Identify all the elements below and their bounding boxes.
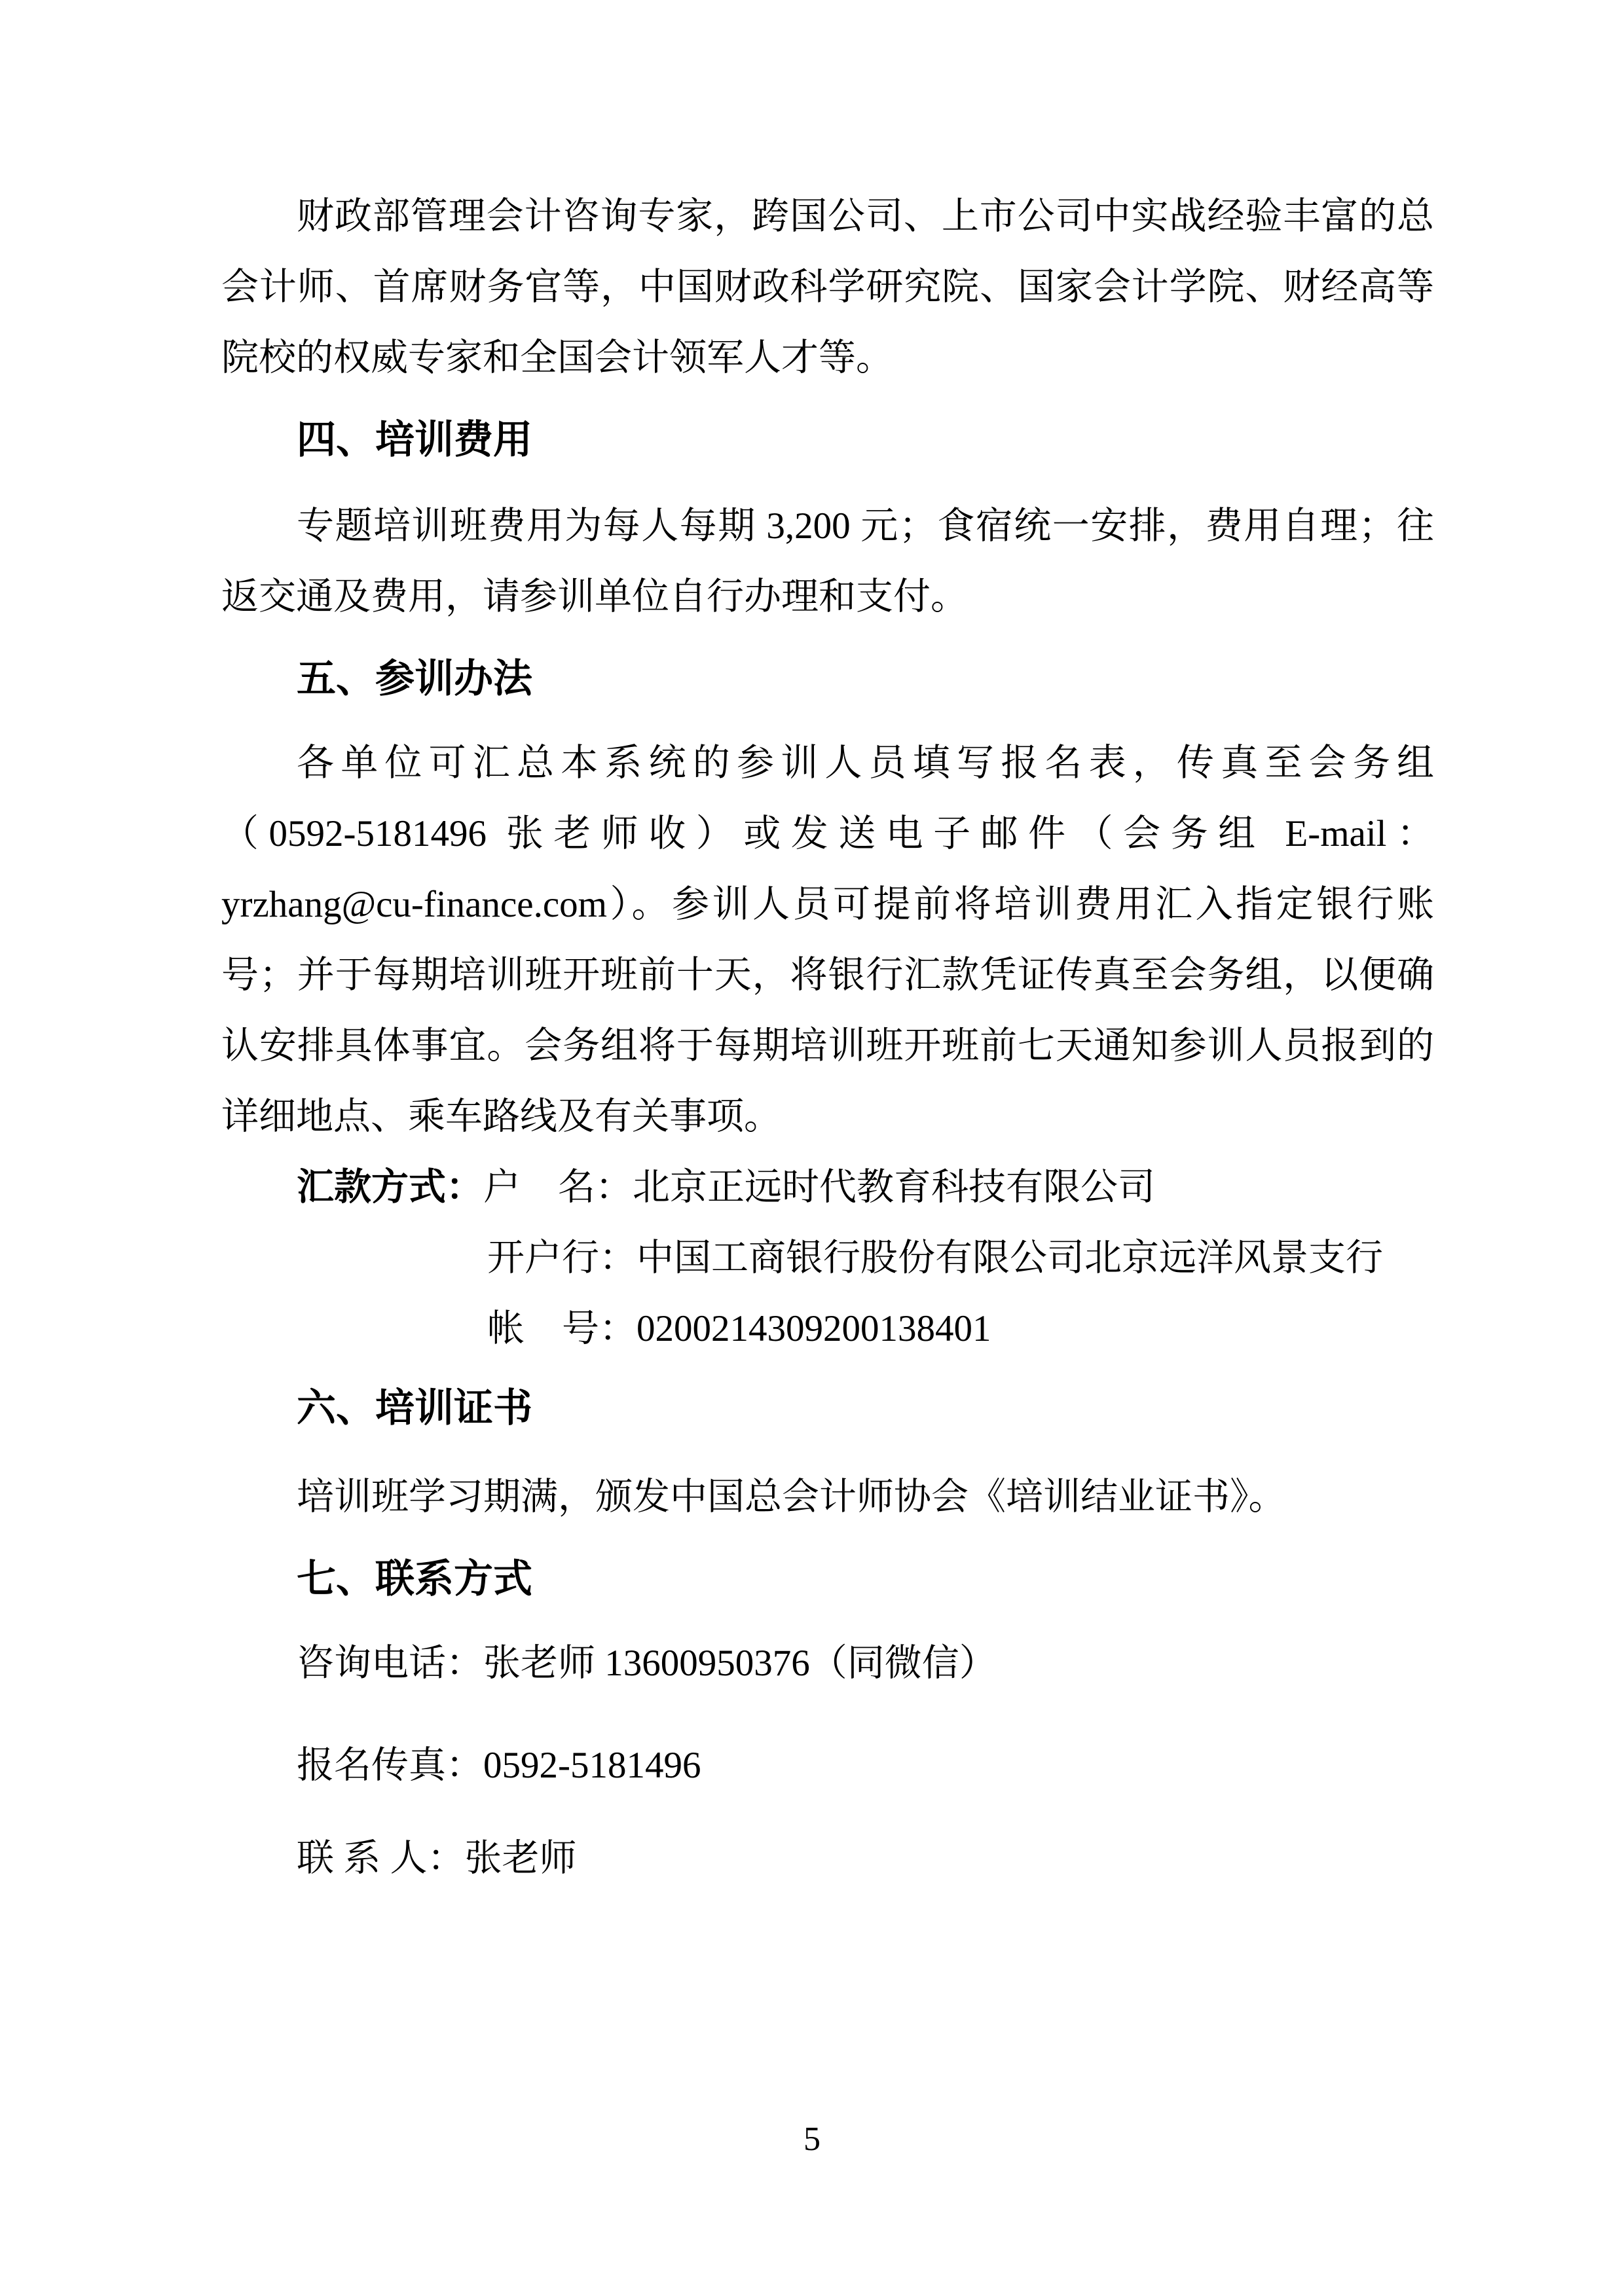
registration-line: （0592-5181496 张老师收）或发送电子邮件（会务组 E-mail： [221, 813, 1434, 854]
fees-line: 返交通及费用，请参训单位自行办理和支付。 [221, 576, 968, 617]
registration-line: 各单位可汇总本系统的参训人员填写报名表，传真至会务组 [297, 742, 1434, 784]
intro-line: 院校的权威专家和全国会计领军人才等。 [221, 337, 893, 378]
contact-phone-label: 咨询电话： [297, 1643, 483, 1684]
contact-fax-row [221, 1730, 1434, 1801]
account-number-value: 0200214309200138401 [637, 1308, 991, 1349]
bank-label: 开户行： [487, 1237, 637, 1279]
section-heading-registration: 五、参训办法 [297, 657, 532, 701]
intro-line: 会计师、首席财务官等，中国财政科学研究院、国家会计学院、财经高等 [221, 266, 1434, 308]
section-heading-fees: 四、培训费用 [297, 418, 532, 462]
section-heading-contact: 七、联系方式 [297, 1557, 532, 1601]
certificate-line: 培训班学习期满，颁发中国总会计师协会《培训结业证书》。 [297, 1476, 1286, 1518]
registration-line: 号；并于每期培训班开班前十天，将银行汇款凭证传真至会务组，以便确 [221, 955, 1434, 996]
account-name-value: 北京正远时代教育科技有限公司 [633, 1167, 1155, 1208]
remittance-method-label: 汇款方式： [297, 1167, 483, 1208]
registration-line: 详细地点、乘车路线及有关事项。 [221, 1096, 781, 1137]
account-number-label: 帐 号： [487, 1308, 637, 1349]
section-heading-certificate: 六、培训证书 [297, 1386, 532, 1430]
account-name-label: 户 名： [483, 1167, 633, 1208]
remittance-account-name-row [221, 1152, 1434, 1223]
contact-phone-row [221, 1628, 1434, 1699]
remittance-account-number-row [221, 1294, 1434, 1364]
document-body [221, 181, 1434, 1894]
contact-phone-value: 张老师 13600950376（同微信） [483, 1643, 997, 1684]
intro-line: 财政部管理会计咨询专家，跨国公司、上市公司中实战经验丰富的总 [297, 196, 1434, 237]
contact-fax-label: 报名传真： [297, 1745, 483, 1786]
registration-line: yrzhang@cu-finance.com）。参训人员可提前将培训费用汇入指定银行账 [221, 884, 1434, 925]
contact-person-row [221, 1823, 1434, 1894]
remittance-bank-row [221, 1223, 1434, 1294]
fees-line: 专题培训班费用为每人每期 3,200 元；食宿统一安排，费用自理；往 [297, 505, 1434, 547]
contact-person-value: 张老师 [464, 1838, 577, 1879]
registration-line: 认安排具体事宜。会务组将于每期培训班开班前七天通知参训人员报到的 [221, 1025, 1434, 1066]
contact-person-label: 联 系 人： [297, 1838, 465, 1879]
bank-value: 中国工商银行股份有限公司北京远洋风景支行 [637, 1237, 1383, 1279]
contact-fax-value: 0592-5181496 [483, 1745, 701, 1786]
page-number: 5 [803, 2121, 821, 2158]
